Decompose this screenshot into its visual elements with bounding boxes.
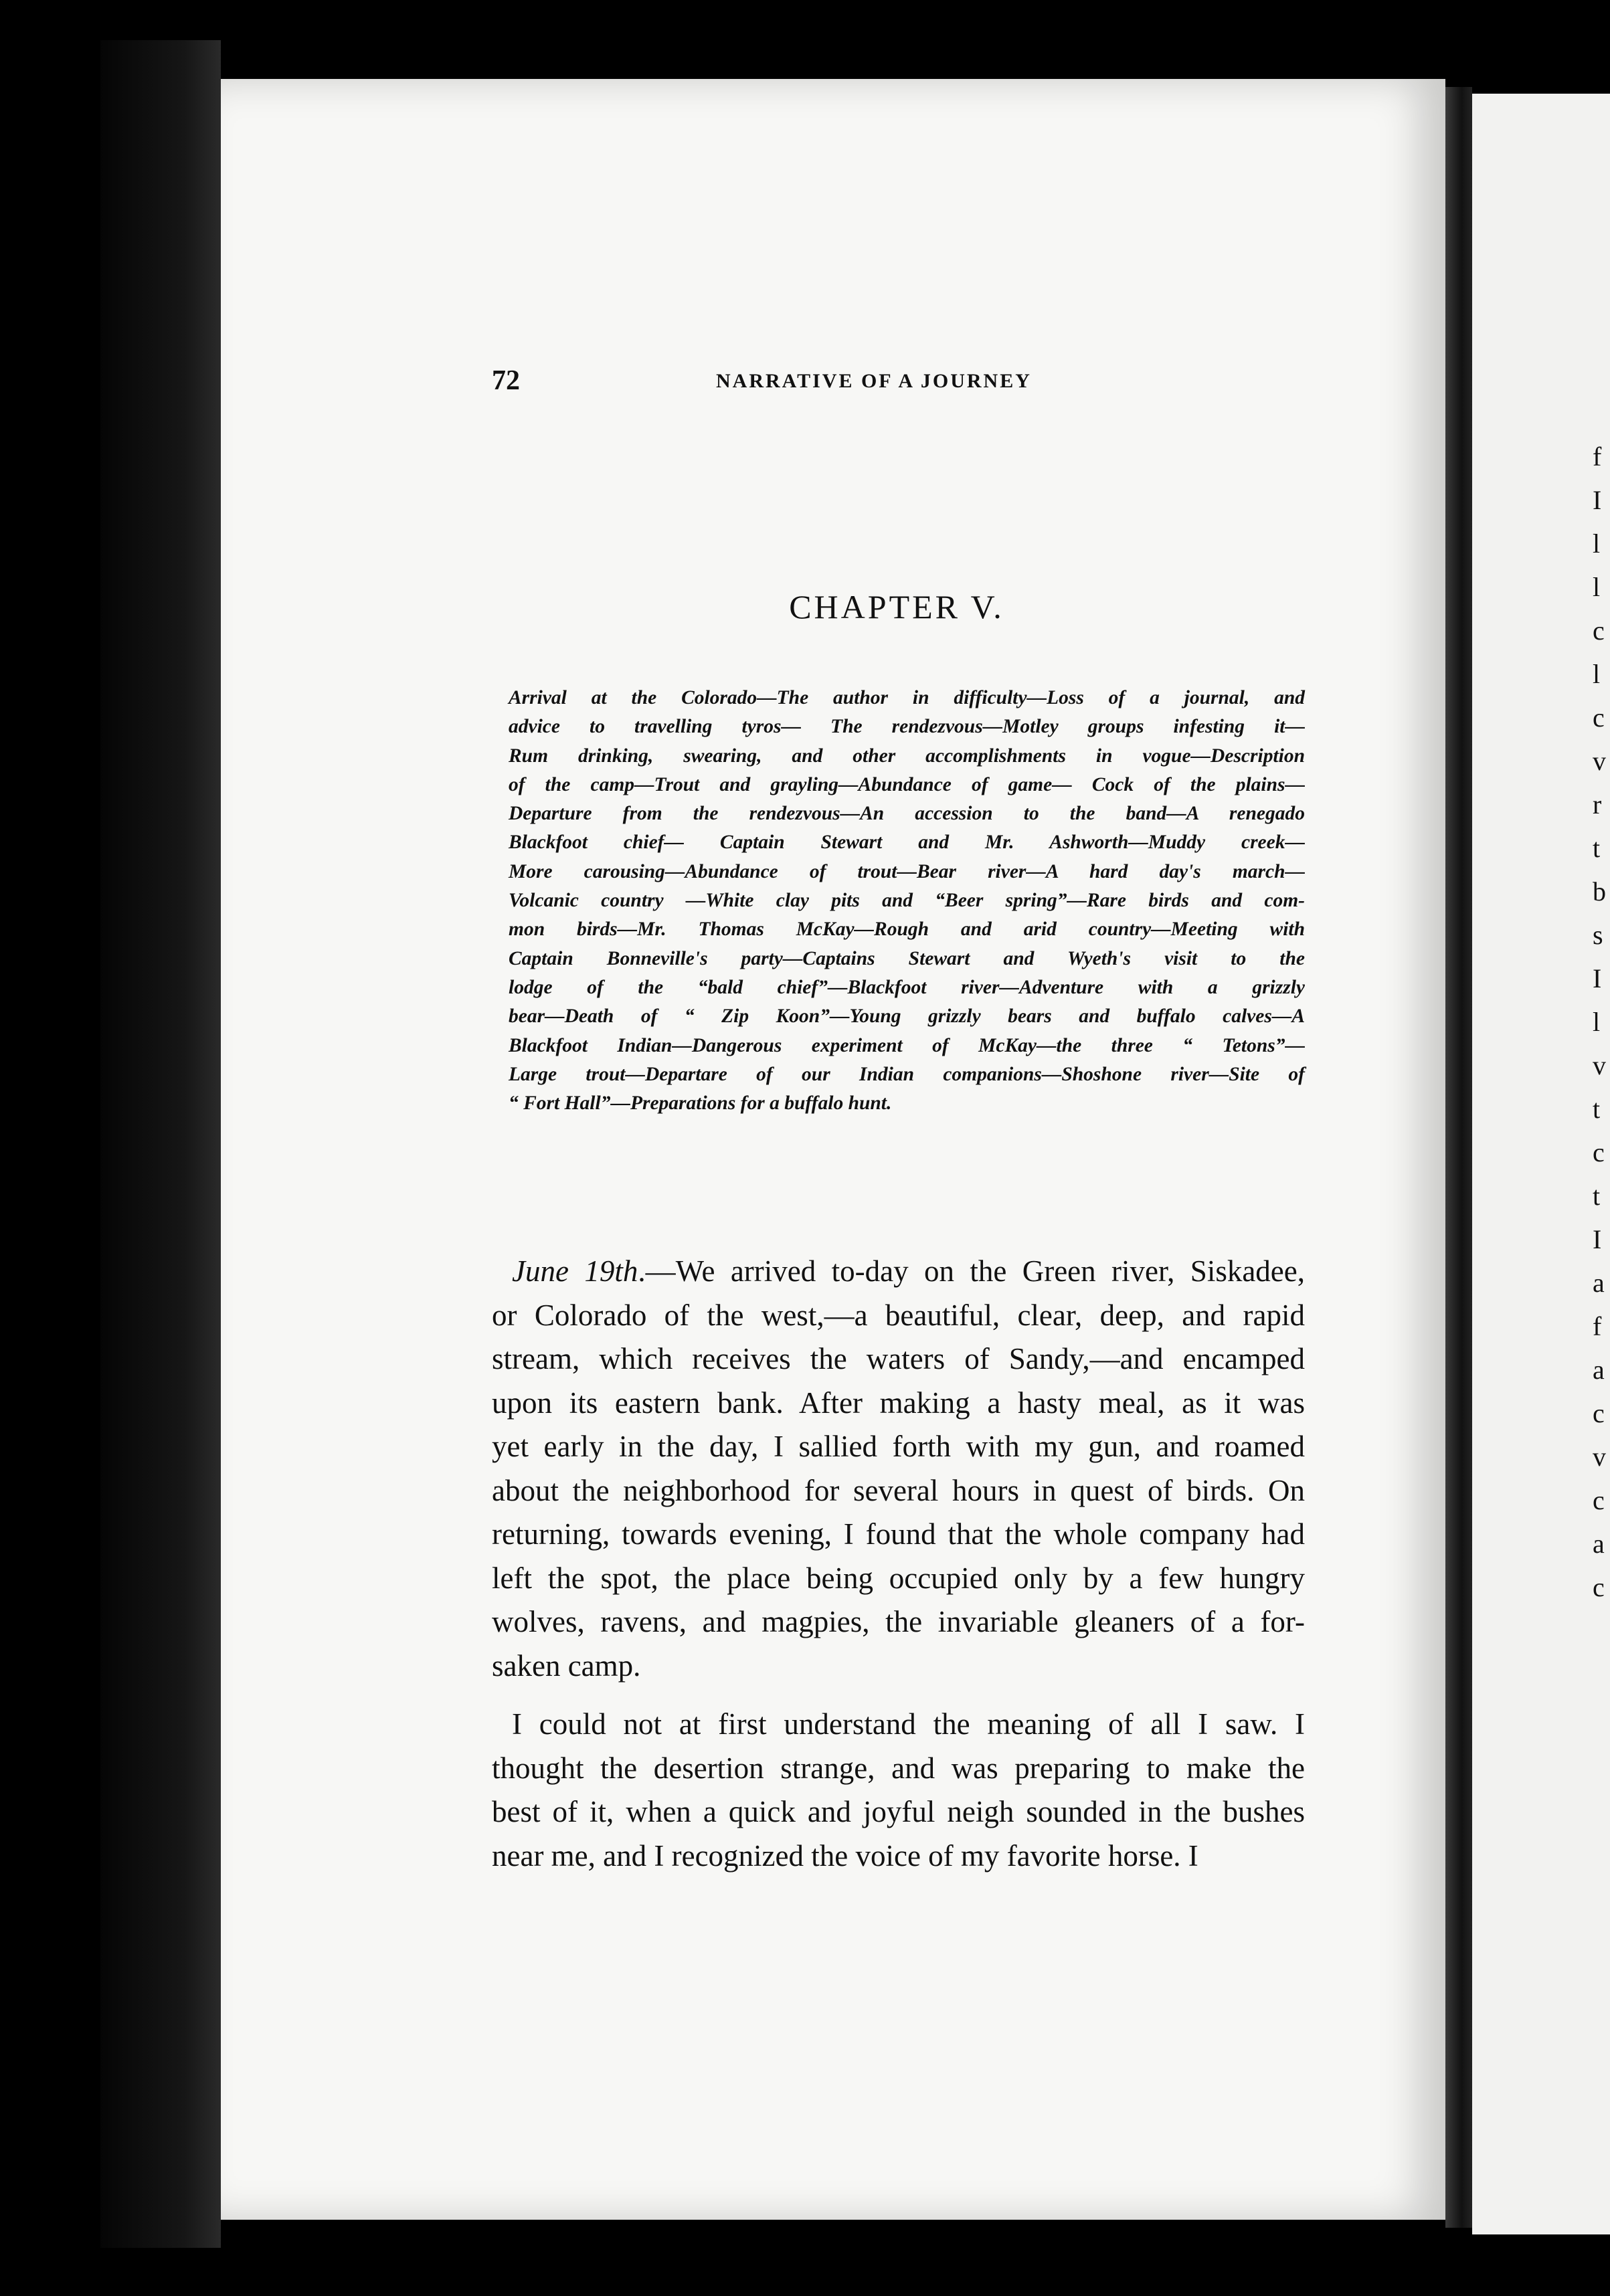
- text-line: June 19th.—We arrived to-day on the Green river, Siskadee,: [512, 1254, 1306, 1288]
- text-line: returning, towards evening, I found that the whole company had: [492, 1517, 1305, 1551]
- synopsis-line: Captain Bonneville's party—Captains Stewart and Wyeth's visit to the: [509, 947, 1305, 969]
- text-line: I could not at first understand the meaning of all I saw. I: [512, 1707, 1305, 1741]
- text-line: thought the desertion strange, and was preparing to make the: [492, 1751, 1305, 1785]
- paragraph-1: [492, 1250, 1305, 1688]
- facing-page-edge: [1472, 94, 1610, 2234]
- date-lead-in: June 19th: [512, 1254, 638, 1288]
- synopsis-line: advice to travelling tyros— The rendezvous—Motley groups infesting it—: [509, 716, 1305, 738]
- facing-page-fragment: v: [1593, 1442, 1606, 1472]
- synopsis-line: Blackfoot chief— Captain Stewart and Mr. Ashworth—Muddy creek—: [509, 832, 1305, 854]
- facing-page-fragment: v: [1593, 746, 1606, 776]
- synopsis-line: of the camp—Trout and grayling—Abundance of game— Cock of the plains—: [509, 773, 1305, 795]
- text-line: or Colorado of the west,—a beautiful, clear, deep, and rapid: [492, 1298, 1305, 1332]
- facing-page-fragment: I: [1593, 1224, 1602, 1254]
- facing-page-fragment: I: [1593, 963, 1602, 993]
- facing-page-fragment: f: [1593, 442, 1602, 472]
- synopsis-line: Departure from the rendezvous—An accession to the band—A renegado: [509, 803, 1305, 825]
- facing-page-fragment: t: [1593, 833, 1601, 863]
- text-line: best of it, when a quick and joyful neigh sounded in the bushes: [492, 1795, 1305, 1828]
- chapter-synopsis: [509, 684, 1305, 1118]
- synopsis-line: Large trout—Departare of our Indian companions—Shoshone river—Site of: [509, 1063, 1305, 1085]
- book-left-edge: [100, 40, 221, 2248]
- facing-page-fragment: I: [1593, 485, 1602, 515]
- synopsis-line: Volcanic country —White clay pits and “Beer spring”—Rare birds and com-: [509, 890, 1305, 912]
- paragraph-2: [492, 1703, 1305, 1878]
- facing-page-fragment: c: [1593, 615, 1605, 646]
- synopsis-line: Rum drinking, swearing, and other accomplishments in vogue—Description: [509, 745, 1305, 767]
- synopsis-line: lodge of the “bald chief”—Blackfoot river—Adventure with a grizzly: [509, 976, 1305, 998]
- text-line: about the neighborhood for several hours in quest of birds. On: [492, 1473, 1305, 1507]
- facing-page-fragment: v: [1593, 1050, 1606, 1080]
- facing-page-fragment: c: [1593, 1485, 1605, 1515]
- facing-page-fragment: c: [1593, 1398, 1605, 1428]
- text-line: left the spot, the place being occupied only by a few hungry: [492, 1561, 1305, 1595]
- facing-page-fragment: r: [1593, 789, 1602, 820]
- text-line: stream, which receives the waters of Sandy,—and encamped: [492, 1342, 1305, 1375]
- facing-page-fragment: c: [1593, 1137, 1605, 1167]
- page-number: 72: [492, 365, 520, 396]
- facing-page-fragment: f: [1593, 1311, 1602, 1341]
- text-line: upon its eastern bank. After making a hasty meal, as it was: [492, 1385, 1305, 1420]
- running-head: NARRATIVE OF A JOURNEY: [716, 370, 1032, 392]
- synopsis-line: More carousing—Abundance of trout—Bear river—A hard day's march—: [509, 860, 1305, 882]
- text-line: wolves, ravens, and magpies, the invariable gleaners of a for-: [492, 1605, 1305, 1638]
- text-line: yet early in the day, I sallied forth with my gun, and roamed: [492, 1430, 1305, 1463]
- body-text: [492, 1250, 1305, 1878]
- facing-page-fragment: s: [1593, 920, 1603, 950]
- facing-page-fragment: c: [1593, 1572, 1605, 1602]
- text-line: near me, and I recognized the voice of my favorite horse. I: [492, 1838, 1198, 1873]
- book-gutter: [1445, 87, 1472, 2228]
- facing-page-fragment: a: [1593, 1268, 1605, 1298]
- facing-page-fragment: t: [1593, 1181, 1601, 1211]
- page-header: [492, 365, 1168, 405]
- text-line: saken camp.: [492, 1648, 641, 1683]
- facing-page-fragment: l: [1593, 572, 1601, 602]
- synopsis-line: bear—Death of “ Zip Koon”—Young grizzly bears and buffalo calves—A: [509, 1006, 1305, 1028]
- synopsis-line: “ Fort Hall”—Preparations for a buffalo hunt.: [509, 1092, 892, 1115]
- facing-page-fragment: a: [1593, 1355, 1605, 1385]
- chapter-title: CHAPTER V.: [789, 588, 1004, 626]
- facing-page-fragment: c: [1593, 702, 1605, 733]
- facing-page-fragment: t: [1593, 1094, 1601, 1124]
- facing-page-fragment: l: [1593, 1007, 1601, 1037]
- synopsis-line: Blackfoot Indian—Dangerous experiment of McKay—the three “ Tetons”—: [509, 1034, 1305, 1056]
- facing-page-fragment: a: [1593, 1529, 1605, 1559]
- synopsis-line: Arrival at the Colorado—The author in difficulty—Loss of a journal, and: [509, 687, 1305, 708]
- facing-page-fragment: l: [1593, 659, 1601, 689]
- synopsis-line: mon birds—Mr. Thomas McKay—Rough and arid country—Meeting with: [509, 919, 1305, 941]
- facing-page-text-fragments: [1593, 435, 1610, 1609]
- facing-page-fragment: l: [1593, 529, 1601, 559]
- facing-page-fragment: b: [1593, 876, 1606, 906]
